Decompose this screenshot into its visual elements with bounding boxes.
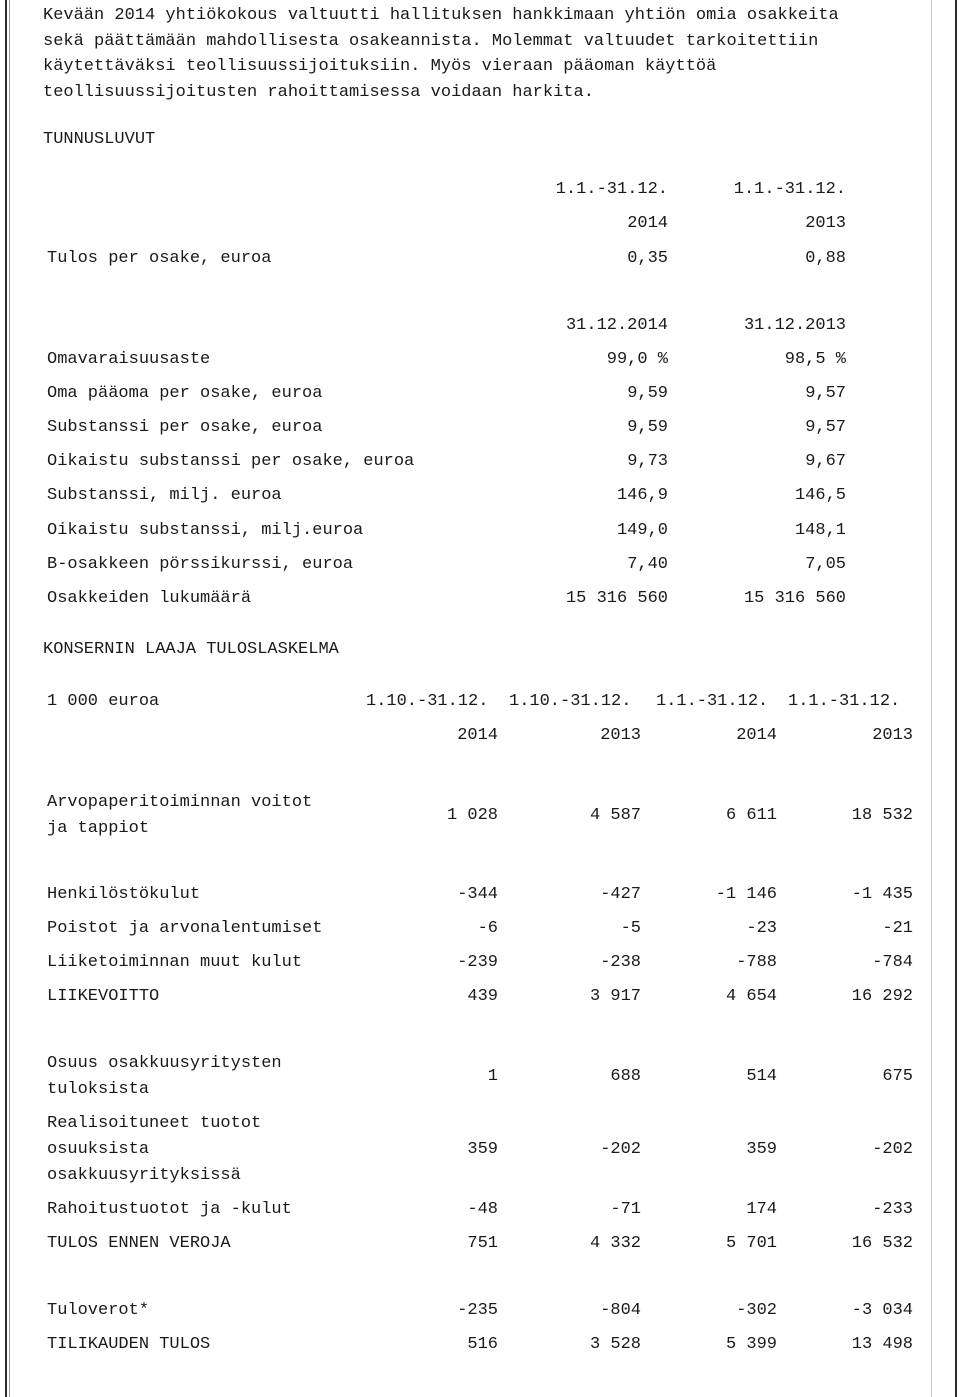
row-label: Rahoitustuotot ja -kulut <box>47 1200 292 1219</box>
date-header: 31.12.2013 <box>743 316 846 335</box>
period-header: 1.1.-31.12. <box>555 180 668 199</box>
row-value: 13 498 <box>851 1335 913 1354</box>
row-label: ja tappiot <box>47 819 150 838</box>
row-value: -21 <box>882 919 913 938</box>
row-value: -1 435 <box>851 885 913 904</box>
row-value: 751 <box>467 1234 498 1253</box>
row-value: -23 <box>746 919 777 938</box>
row-label: LIIKEVOITTO <box>47 987 160 1006</box>
row-value: 0,88 <box>805 249 846 268</box>
row-label: Poistot ja arvonalentumiset <box>47 919 323 938</box>
page-border-left-inner <box>9 0 10 1397</box>
year-header: 2013 <box>600 726 641 745</box>
row-label: TULOS ENNEN VEROJA <box>47 1234 231 1253</box>
row-value: 149,0 <box>616 521 668 540</box>
intro-line: Kevään 2014 yhtiökokous valtuutti hallituksen hankkimaan yhtiön omia osakkeita <box>43 6 839 25</box>
intro-line: teollisuussijoitusten rahoittamisessa voidaan harkita. <box>43 83 594 102</box>
row-label: Tulos per osake, euroa <box>47 249 272 268</box>
row-label: Oikaistu substanssi, milj.euroa <box>47 521 364 540</box>
year-header: 2014 <box>627 214 668 233</box>
row-value: -344 <box>457 885 498 904</box>
row-label: Realisoituneet tuotot <box>47 1114 262 1133</box>
row-value: 7,40 <box>627 555 668 574</box>
row-label: Omavaraisuusaste <box>47 350 211 369</box>
period-header: 1.1.-31.12. <box>788 692 901 711</box>
row-value: 359 <box>467 1140 498 1159</box>
unit-label: 1 000 euroa <box>47 692 160 711</box>
row-value: 359 <box>746 1140 777 1159</box>
row-label: Osakkeiden lukumäärä <box>47 589 252 608</box>
section-heading-tuloslaskelma: KONSERNIN LAAJA TULOSLASKELMA <box>43 640 339 659</box>
row-value: 675 <box>882 1067 913 1086</box>
row-label: Oikaistu substanssi per osake, euroa <box>47 452 415 471</box>
row-value: 16 292 <box>851 987 913 1006</box>
row-value: -5 <box>620 919 641 938</box>
row-label: Arvopaperitoiminnan voitot <box>47 793 313 812</box>
row-value: 16 532 <box>851 1234 913 1253</box>
intro-line: käytettäväksi teollisuussijoituksiin. Myös vieraan pääoman käyttöä <box>43 57 717 76</box>
row-value: 146,9 <box>616 486 668 505</box>
period-header: 1.10.-31.12. <box>366 692 489 711</box>
row-value: 15 316 560 <box>743 589 846 608</box>
row-value: -238 <box>600 953 641 972</box>
row-value: -233 <box>872 1200 913 1219</box>
year-header: 2014 <box>736 726 777 745</box>
row-label: Oma pääoma per osake, euroa <box>47 384 323 403</box>
row-value: 15 316 560 <box>565 589 668 608</box>
row-label: B-osakkeen pörssikurssi, euroa <box>47 555 354 574</box>
row-value: 4 332 <box>589 1234 641 1253</box>
page-border-right-inner <box>931 0 932 1397</box>
row-value: 3 528 <box>589 1335 641 1354</box>
row-label: osuuksista <box>47 1140 150 1159</box>
row-label: Henkilöstökulut <box>47 885 201 904</box>
row-value: 0,35 <box>627 249 668 268</box>
row-value: 6 611 <box>725 806 777 825</box>
row-value: 1 <box>487 1067 498 1086</box>
row-value: -239 <box>457 953 498 972</box>
row-value: 5 701 <box>725 1234 777 1253</box>
row-label: osakkuusyrityksissä <box>47 1166 241 1185</box>
row-value: 148,1 <box>794 521 846 540</box>
year-header: 2014 <box>457 726 498 745</box>
row-value: 9,57 <box>805 384 846 403</box>
row-label: Tuloverot* <box>47 1301 150 1320</box>
row-value: -3 034 <box>851 1301 913 1320</box>
row-label: Liiketoiminnan muut kulut <box>47 953 303 972</box>
row-value: 18 532 <box>851 806 913 825</box>
row-value: -302 <box>736 1301 777 1320</box>
row-value: -202 <box>872 1140 913 1159</box>
period-header: 1.1.-31.12. <box>656 692 769 711</box>
row-value: -427 <box>600 885 641 904</box>
page-border-left <box>5 0 7 1397</box>
row-value: -788 <box>736 953 777 972</box>
row-value: 9,59 <box>627 384 668 403</box>
row-label: Substanssi per osake, euroa <box>47 418 323 437</box>
row-value: -804 <box>600 1301 641 1320</box>
row-value: 514 <box>746 1067 777 1086</box>
row-value: 99,0 % <box>606 350 668 369</box>
row-label: tuloksista <box>47 1080 150 1099</box>
row-value: -6 <box>477 919 498 938</box>
row-value: 4 654 <box>725 987 777 1006</box>
row-value: 9,67 <box>805 452 846 471</box>
row-value: 98,5 % <box>784 350 846 369</box>
row-value: 688 <box>610 1067 641 1086</box>
row-label: Substanssi, milj. euroa <box>47 486 282 505</box>
year-header: 2013 <box>872 726 913 745</box>
row-value: 146,5 <box>794 486 846 505</box>
row-value: 516 <box>467 1335 498 1354</box>
page-border-right <box>955 0 957 1397</box>
row-value: 1 028 <box>446 806 498 825</box>
row-value: 5 399 <box>725 1335 777 1354</box>
intro-line: sekä päättämään mahdollisesta osakeannista. Molemmat valtuudet tarkoitettiin <box>43 32 819 51</box>
row-value: -202 <box>600 1140 641 1159</box>
row-label: Osuus osakkuusyritysten <box>47 1054 282 1073</box>
row-value: -784 <box>872 953 913 972</box>
section-heading-tunnusluvut: TUNNUSLUVUT <box>43 130 156 149</box>
row-value: 7,05 <box>805 555 846 574</box>
row-value: 174 <box>746 1200 777 1219</box>
year-header: 2013 <box>805 214 846 233</box>
row-value: 4 587 <box>589 806 641 825</box>
period-header: 1.10.-31.12. <box>509 692 632 711</box>
row-value: -71 <box>610 1200 641 1219</box>
row-value: 439 <box>467 987 498 1006</box>
row-value: -235 <box>457 1301 498 1320</box>
row-value: 9,57 <box>805 418 846 437</box>
row-value: 9,59 <box>627 418 668 437</box>
row-value: -48 <box>467 1200 498 1219</box>
row-value: 3 917 <box>589 987 641 1006</box>
period-header: 1.1.-31.12. <box>733 180 846 199</box>
row-value: 9,73 <box>627 452 668 471</box>
date-header: 31.12.2014 <box>565 316 668 335</box>
row-value: -1 146 <box>715 885 777 904</box>
row-label: TILIKAUDEN TULOS <box>47 1335 211 1354</box>
